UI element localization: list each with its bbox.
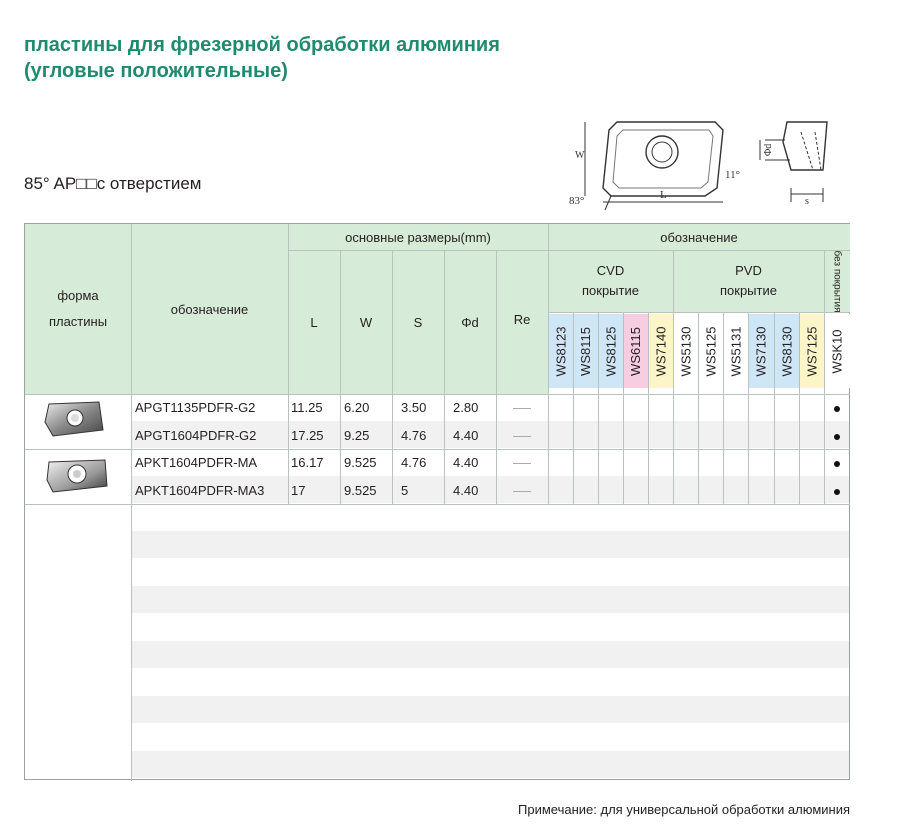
availability-dot — [834, 489, 840, 495]
grid-hline — [25, 449, 850, 450]
grade-col-ws6115 — [623, 314, 648, 388]
header-dim-d — [444, 250, 496, 394]
header-dim-s — [392, 250, 444, 394]
pvd-label: PVD покрытие — [720, 263, 777, 298]
grid-hline — [25, 394, 850, 395]
header-designation — [131, 224, 288, 394]
row-dim-w: 6.20 — [344, 400, 370, 415]
dim-d-label: Φd — [461, 314, 479, 330]
grid-vline — [799, 312, 800, 504]
grade-col-ws8115 — [573, 314, 598, 388]
grid-vline — [392, 250, 393, 504]
grade-label: WS6115 — [628, 326, 643, 376]
grid-vline — [131, 224, 132, 781]
diagram-l-label: L — [660, 189, 667, 201]
dim-l-label: L — [310, 314, 318, 330]
row-dim-l: 17 — [291, 483, 306, 498]
header-dims-label: основные размеры(mm) — [345, 229, 491, 245]
grid-vline — [623, 312, 624, 504]
availability-dot — [834, 406, 840, 412]
grade-label: WS5131 — [728, 326, 743, 376]
header-designation-label: обозначение — [170, 301, 249, 317]
availability-dot — [834, 434, 840, 440]
row-stripe — [131, 531, 849, 558]
title-line-1: пластины для фрезерной обработки алюминия — [24, 34, 500, 56]
grid-hline — [548, 312, 850, 313]
insert-image-apkt — [45, 456, 109, 496]
grid-vline — [496, 250, 497, 504]
row-designation: APKT1604PDFR-MA — [135, 455, 258, 470]
row-dim-l: 16.17 — [291, 455, 324, 470]
grid-vline — [288, 224, 289, 504]
insert-diagram — [565, 112, 830, 212]
row-dim-d: 4.40 — [453, 428, 479, 443]
grade-label: WS7130 — [753, 326, 769, 376]
grid-vline — [774, 312, 775, 504]
row-dim-w: 9.525 — [344, 483, 377, 498]
row-designation: APKT1604PDFR-MA3 — [135, 483, 265, 498]
row-dim-w: 9.525 — [344, 455, 377, 470]
grade-col-ws8125 — [598, 314, 623, 388]
grade-label: WS7125 — [804, 326, 819, 376]
grade-col-ws8130 — [774, 314, 799, 388]
re-dash — [513, 436, 531, 437]
header-shape — [25, 224, 131, 394]
re-dash — [513, 491, 531, 492]
grade-col-ws5130 — [673, 314, 698, 388]
grid-vline — [748, 312, 749, 504]
row-designation: APGT1135PDFR-G2 — [135, 400, 256, 415]
cvd-label: CVD покрытие — [582, 263, 639, 298]
grade-label: WS8123 — [553, 326, 568, 376]
row-stripe — [131, 586, 849, 613]
grade-label: WS8125 — [603, 326, 618, 376]
grade-label: WS8115 — [578, 326, 593, 376]
row-dim-s: 4.76 — [401, 455, 427, 470]
page-title — [24, 32, 500, 84]
grade-label: WS8130 — [779, 326, 794, 376]
grade-label: WS5125 — [703, 326, 718, 376]
re-dash — [513, 408, 531, 409]
header-uncoated — [824, 250, 850, 312]
grid-vline — [548, 224, 549, 504]
row-stripe — [131, 696, 849, 723]
grade-col-ws7140 — [648, 314, 673, 388]
grid-vline — [444, 250, 445, 504]
grid-vline — [824, 250, 825, 312]
diagram-angle-83: 83° — [569, 195, 585, 207]
footnote: Примечание: для универсальной обработки алюминия — [518, 802, 850, 817]
grid-vline — [573, 312, 574, 504]
diagram-angle-11: 11° — [725, 169, 740, 181]
grade-label: WS5130 — [678, 326, 693, 376]
grade-col-ws8123 — [548, 314, 573, 388]
grade-group-label: обозначение — [660, 229, 738, 245]
insert-subtitle: 85° AP□□с отверстием — [24, 174, 202, 193]
grade-col-wsk10 — [824, 314, 850, 388]
re-dash — [513, 463, 531, 464]
grade-col-ws7130 — [748, 314, 774, 388]
title-line-2: (угловые положительные) — [24, 60, 288, 82]
insert-table — [24, 223, 850, 780]
insert-image-apgt — [43, 400, 105, 438]
header-dim-l — [288, 250, 340, 394]
grid-vline — [673, 250, 674, 504]
header-pvd — [673, 250, 824, 312]
availability-dot — [834, 461, 840, 467]
grid-vline — [698, 312, 699, 504]
row-dim-d: 4.40 — [453, 483, 479, 498]
row-dim-s: 5 — [401, 483, 409, 498]
grade-col-ws5125 — [698, 314, 723, 388]
uncoated-label: без покрытия — [831, 250, 843, 312]
grid-hline — [25, 504, 850, 505]
grid-vline — [340, 250, 341, 504]
row-dim-d: 2.80 — [453, 400, 479, 415]
row-dim-d: 4.40 — [453, 455, 479, 470]
grade-label: WSK10 — [829, 328, 845, 374]
row-dim-l: 17.25 — [291, 428, 324, 443]
dim-s-label: S — [413, 314, 423, 330]
grade-col-ws5131 — [723, 314, 748, 388]
diagram-w-label: W — [575, 150, 585, 161]
header-cvd — [548, 250, 673, 312]
header-shape-label: форма пластины — [48, 288, 108, 329]
grid-vline — [598, 312, 599, 504]
row-dim-s: 4.76 — [401, 428, 427, 443]
row-dim-s: 3.50 — [401, 400, 427, 415]
header-dim-w — [340, 250, 392, 394]
row-designation: APGT1604PDFR-G2 — [135, 428, 257, 443]
grid-hline — [288, 250, 850, 251]
dim-w-label: W — [359, 314, 373, 330]
diagram-d-label: Φd — [763, 143, 774, 156]
header-dim-re — [496, 250, 548, 394]
grid-vline — [824, 312, 825, 504]
diagram-s-label: s — [805, 196, 809, 207]
row-dim-l: 11.25 — [291, 400, 323, 415]
grade-col-ws7125 — [799, 314, 824, 388]
header-grade-group — [548, 224, 850, 250]
row-stripe — [131, 751, 849, 778]
header-dims — [288, 224, 548, 250]
row-dim-w: 9.25 — [344, 428, 370, 443]
dim-re-label: Re — [513, 312, 531, 327]
grade-label: WS7140 — [653, 326, 668, 376]
grid-vline — [648, 312, 649, 504]
row-stripe — [131, 641, 849, 668]
grid-vline — [723, 312, 724, 504]
